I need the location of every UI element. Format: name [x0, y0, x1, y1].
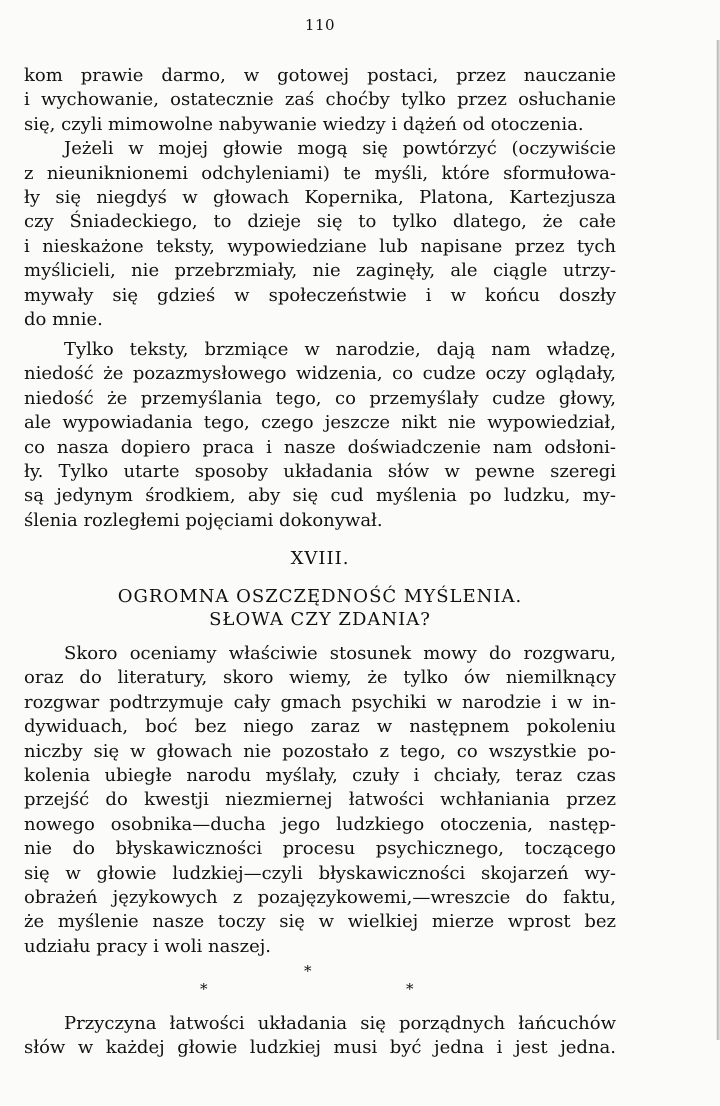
- text-line: słów w każdej głowie ludzkiej musi być jedna i jest jedna.: [24, 1037, 616, 1059]
- text-line: nowego osobnika—ducha jego ludzkiego otoczenia, następ-: [24, 813, 616, 835]
- text-line: mywały się gdzieś w społeczeństwie i w końcu doszły: [24, 284, 616, 306]
- section-title-line-2: SŁOWA CZY ZDANIA?: [209, 609, 431, 630]
- text-line: Przyczyna łatwości układania się porządnych łańcuchów: [64, 1013, 616, 1034]
- text-line: są jedynym środkiem, aby się cud myślenia po ludzku, my-: [24, 485, 616, 507]
- text-line: udziału pracy i woli naszej.: [24, 935, 272, 957]
- section-number: XVIII.: [290, 548, 350, 569]
- separator-star: *: [200, 980, 208, 998]
- paragraph-block-3: [24, 642, 616, 959]
- section-title-line-1: OGROMNA OSZCZĘDNOŚĆ MYŚLENIA.: [117, 586, 523, 607]
- text-line: się, czyli mimowolne nabywanie wiedzy i dążeń od otoczenia.: [24, 113, 584, 135]
- paragraph-block-2: [24, 338, 616, 533]
- text-line: i nieskażone teksty, wypowiedziane lub napisane przez tych: [24, 235, 616, 257]
- paragraph-block-4: [24, 1012, 616, 1061]
- text-line: się w głowie ludzkiej—czyli błyskawiczności skojarzeń wy-: [24, 862, 616, 884]
- text-line: ale wypowiadania tego, czego jeszcze nikt nie wypowiedział,: [24, 412, 616, 434]
- text-line: oraz do literatury, skoro wiemy, że tylko ów niemilknący: [24, 667, 616, 689]
- page-number: 110: [304, 16, 336, 34]
- text-line: niedość że przemyślania tego, co przemyślały cudze głowy,: [24, 387, 616, 409]
- text-line: co nasza dopiero praca i nasze doświadczenie nam odsłoni-: [24, 436, 616, 458]
- text-line: rozgwar podtrzymuje cały gmach psychiki w narodzie i w in-: [24, 691, 616, 713]
- separator-star: *: [406, 980, 414, 998]
- text-line: czy Śniadeckiego, to dzieje się to tylko dlatego, że całe: [24, 211, 616, 233]
- text-line: i wychowanie, ostatecznie zaś choćby tylko przez osłuchanie: [24, 89, 616, 111]
- page-edge-shadow: [716, 40, 720, 1040]
- text-line: ły się niegdyś w głowach Kopernika, Platona, Kartezjusza: [24, 186, 616, 208]
- text-line: ślenia rozległemi pojęciami dokonywał.: [24, 509, 383, 531]
- text-line: niczby się w głowach nie pozostało z tego, co wszystkie po-: [24, 740, 616, 762]
- separator-star: *: [304, 962, 312, 980]
- text-line: myślicieli, nie przebrzmiały, nie zaginęły, ale ciągle utrzy-: [24, 260, 616, 282]
- text-line: dywiduach, boć bez niego zaraz w następnem pokoleniu: [24, 716, 616, 738]
- text-line: z nieuniknionemi odchyleniami) te myśli, które sformułowa-: [24, 162, 616, 184]
- text-line: nie do błyskawiczności procesu psychicznego, toczącego: [24, 838, 616, 860]
- text-line: przejść do kwestji niezmiernej łatwości wchłaniania przez: [24, 789, 616, 811]
- text-line: kom prawie darmo, w gotowej postaci, przez nauczanie: [24, 65, 616, 86]
- text-line: że myślenie nasze toczy się w wielkiej mierze wprost bez: [24, 911, 616, 933]
- text-line: niedość że pozazmysłowego widzenia, co cudze oczy oglądały,: [24, 363, 616, 385]
- paragraph-block-1: [24, 64, 616, 332]
- text-line: Skoro oceniamy właściwie stosunek mowy do rozgwaru,: [64, 643, 616, 664]
- section-separator: [0, 962, 640, 996]
- text-line: do mnie.: [24, 308, 103, 330]
- text-line: ły. Tylko utarte sposoby układania słów w pewne szeregi: [24, 460, 616, 482]
- text-line: Jeżeli w mojej głowie mogą się powtórzyć (oczywiście: [64, 138, 616, 160]
- text-line: kolenia ubiegłe narodu myślały, czuły i chciały, teraz czas: [24, 764, 616, 786]
- text-line: Tylko teksty, brzmiące w narodzie, dają nam władzę,: [64, 339, 616, 360]
- text-line: obrażeń językowych z pozajęzykowemi,—wreszcie do faktu,: [24, 886, 616, 908]
